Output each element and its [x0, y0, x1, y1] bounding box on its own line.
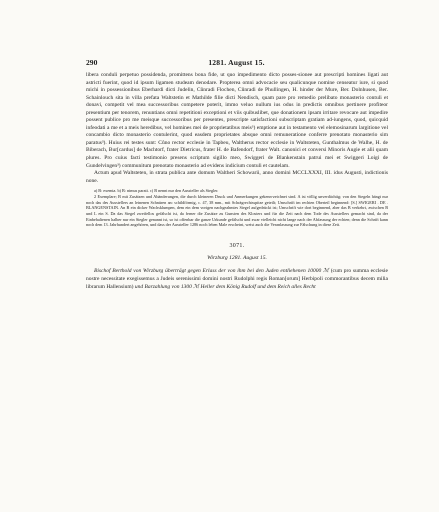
charter-text	[86, 72, 388, 185]
footnote-variants: a) B: exemta. b) B: nimus parati. c) B nennt nur den Aussteller als Siegler.	[94, 188, 219, 194]
actum-paragraph: Actum apud Waltsteten, in strata publica ante domum Waltheri Schowarii, anno domini MCCLXXXI, III. idus Augusti, indictionis none.	[86, 170, 388, 184]
page-body	[86, 72, 388, 292]
document-number: 3071.	[229, 243, 245, 250]
running-title: 1281. August 15.	[208, 58, 265, 67]
regest-part: (cum pro summa ecclesie nostre necessitate exegissemus a Judeis serenissimi domini nostri Rudolphi regis Roman[orum] Herbipoli commorantibus decem milia librarum Hallensium)	[86, 268, 388, 290]
footnotes	[86, 188, 388, 228]
footnote-commentary: 2 Exemplare; B mit Zusätzen und Abänderungen, die durch kleineren Druck und Anmerkungen gekenn-zeichnet sind. A ist völlig unverdächtig; von den Siegeln hängt nur noch das des Ausstellers an leinenen Schnüren an: schildförmig, c. 47, 38 mm., mit Schrägrechtsspitze geteilt; Umschrift im rechten Oberteil beginnend: [S.] SWIGERI . DE . BLANGENSTAIN. An B ein dicker Wachsklumpen, dem ein dem vorigen nachgeahmtes Siegel aufgedrückt ist; Umschrift wie dort beginnend, aber das B verkehrt, zwischen B und L ein S. Da das Siegel zweifellos gefälscht ist, da ferner die Zusätze zu Gunsten des Klosters und für die Zeit nach dem Tode des Ausstellers gemacht sind, da der Einbehaltenen halber nur ein Siegler genannt ist, so ist offenbar die ganze Urkunde gefälscht und zwar vielleicht nicht lange nach der Abfassung der echten; denn die Schrift kann noch dem 13. Jahrhundert angehören, und dass der Aussteller 1286 noch leben Male erscheint, weist auch die Veranlassung zur Fälschung in diese Zeit.	[86, 193, 388, 228]
page-number: 290	[86, 58, 98, 67]
regest-part: und Barzahlung von 1300 ℳ Heller dem König Rudolf und dem Reich alles Recht	[134, 283, 316, 290]
regest-paragraph	[86, 268, 388, 291]
regest-part: Bischof Berthold von Wirzburg überträgt gegen Erlass der von ihm bei den Juden entliehenen 10000 ℳ	[94, 268, 329, 275]
charter-paragraph: libera conduli perpetuo possidenda, promittens bona fide, ut quo impedimento dicto posses-sionee aut prescripti homines ligati aut astricti fuerint, quod id ipsum ligamen studeam denodare. Propterea omni advocacie seu qualicunque nomine censeatur iure, si quod michi in possessionibus Eberhardi dicti Judelin, Cůnradi Flochen, Cůnradi de Phullingen, H. hinder der Mure, Ber. Dolnhusen, Ber. Schainlouch sita in villa prefata Waltstetin et Mathilde filie dicti Nendisch, quam pare pro remedio prelibato monasterio contuli et donavi, competit vel mea successoribus competere poterit, immo veluo nullum ius odus in predictis omnibus pertinere profiteor presentium per tenorem, renuntians omni repetitioni exceptioni et viis quibuslibet, que donationem ipsam irritare revocare aut impedire possent publice pro me meisque successoribus per presentes, prescripte satisfactioni subscriptam gratiam ad-iungens, quod, quicquid infeodati a me et a meis heredibus, vel homines mei de proprietatibus meis³) emptione aut in testamento vel elemosinarum largitione vel concambio dicto monasterio contulerint, quod easdem proprietates absque omni remuneratione conferre prenotato monasterio sim paratus³). Huius rei testes sunt: Cůno rector ecclesie in Tapbeu, Waltherus rector ecclesie in Waltsteten, Gunthalmus de Walhe, H. de Biberach, Bur[cardus] de Machtorf, frater Dietricus, frater H. de Bafendorf, frater Walt. canonici et conversi Minoris Augie et alii quam plures. Pro cuius facti testimonio presens scriptum sigillo meo, Swiggeri de Blankenstain patrui mei et Swiggeri Loigi de Gundelvingen³) communitum prenotato monasterio ad evidens indicium contuli et cautelam.	[86, 72, 388, 169]
place-date: Wirzburg 1281. August 15.	[207, 255, 267, 262]
page-header	[86, 58, 387, 68]
